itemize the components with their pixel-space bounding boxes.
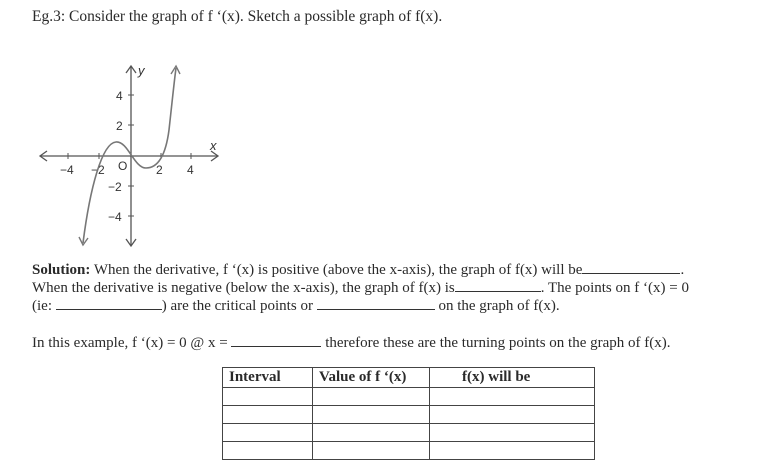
solution-line-2-text-b: . The points on f ‘(x) = 0 <box>540 280 689 296</box>
answer-blank-x-values[interactable] <box>231 332 321 347</box>
table-header-row <box>223 368 595 388</box>
x-axis-label: x <box>210 138 217 153</box>
solution-line-1-end: . <box>680 262 685 278</box>
y-tick-label: −2 <box>108 180 122 194</box>
solution-line-3-text-b: ) are the critical points or <box>161 298 313 314</box>
table-row <box>223 442 595 460</box>
y-tick-label: 2 <box>116 119 123 133</box>
y-tick-label: 4 <box>116 89 123 103</box>
solution-line-3-text: (ie: <box>32 298 52 314</box>
x-tick-label: 4 <box>187 163 194 177</box>
derivative-graph <box>30 58 230 253</box>
table-cell[interactable] <box>223 442 313 460</box>
header-result: f(x) will be <box>430 368 595 388</box>
answer-blank-positive[interactable] <box>582 259 680 274</box>
table-cell[interactable] <box>430 442 595 460</box>
y-axis-label: y <box>138 63 145 78</box>
table-cell[interactable] <box>223 388 313 406</box>
table-cell[interactable] <box>313 442 430 460</box>
table-cell[interactable] <box>223 406 313 424</box>
x-tick-label: −2 <box>91 163 105 177</box>
header-interval: Interval <box>223 368 313 388</box>
answer-blank-critical[interactable] <box>317 295 435 310</box>
solution-line-1-text: When the derivative, f ‘(x) is positive (above the x-axis), the graph of f(x) will be <box>90 262 583 278</box>
example-heading: Eg.3: Consider the graph of f ‘(x). Sketch a possible graph of f(x). <box>32 8 443 25</box>
example-line <box>32 332 671 353</box>
answer-blank-ie[interactable] <box>56 295 162 310</box>
table-cell[interactable] <box>313 424 430 442</box>
answer-blank-negative[interactable] <box>455 277 541 292</box>
example-text: In this example, f ‘(x) = 0 @ x = <box>32 335 228 351</box>
table-cell[interactable] <box>223 424 313 442</box>
table-cell[interactable] <box>313 406 430 424</box>
solution-line-3-text-c: on the graph of f(x). <box>438 298 560 314</box>
interval-table <box>222 367 595 460</box>
table-cell[interactable] <box>313 388 430 406</box>
x-tick-label: O <box>118 159 128 173</box>
solution-line-3 <box>32 295 560 316</box>
x-tick-label: −4 <box>60 163 74 177</box>
table-cell[interactable] <box>430 388 595 406</box>
x-tick-label: 2 <box>156 163 163 177</box>
table-row <box>223 388 595 406</box>
example-text-b: therefore these are the turning points on the graph of f(x). <box>325 335 671 351</box>
table-cell[interactable] <box>430 406 595 424</box>
solution-label: Solution: <box>32 262 91 278</box>
table-row <box>223 406 595 424</box>
solution-line-2-text: When the derivative is negative (below the x-axis), the graph of f(x) is <box>32 280 455 296</box>
y-tick-label: −4 <box>108 210 122 224</box>
header-value: Value of f ‘(x) <box>313 368 430 388</box>
table-row <box>223 424 595 442</box>
table-cell[interactable] <box>430 424 595 442</box>
